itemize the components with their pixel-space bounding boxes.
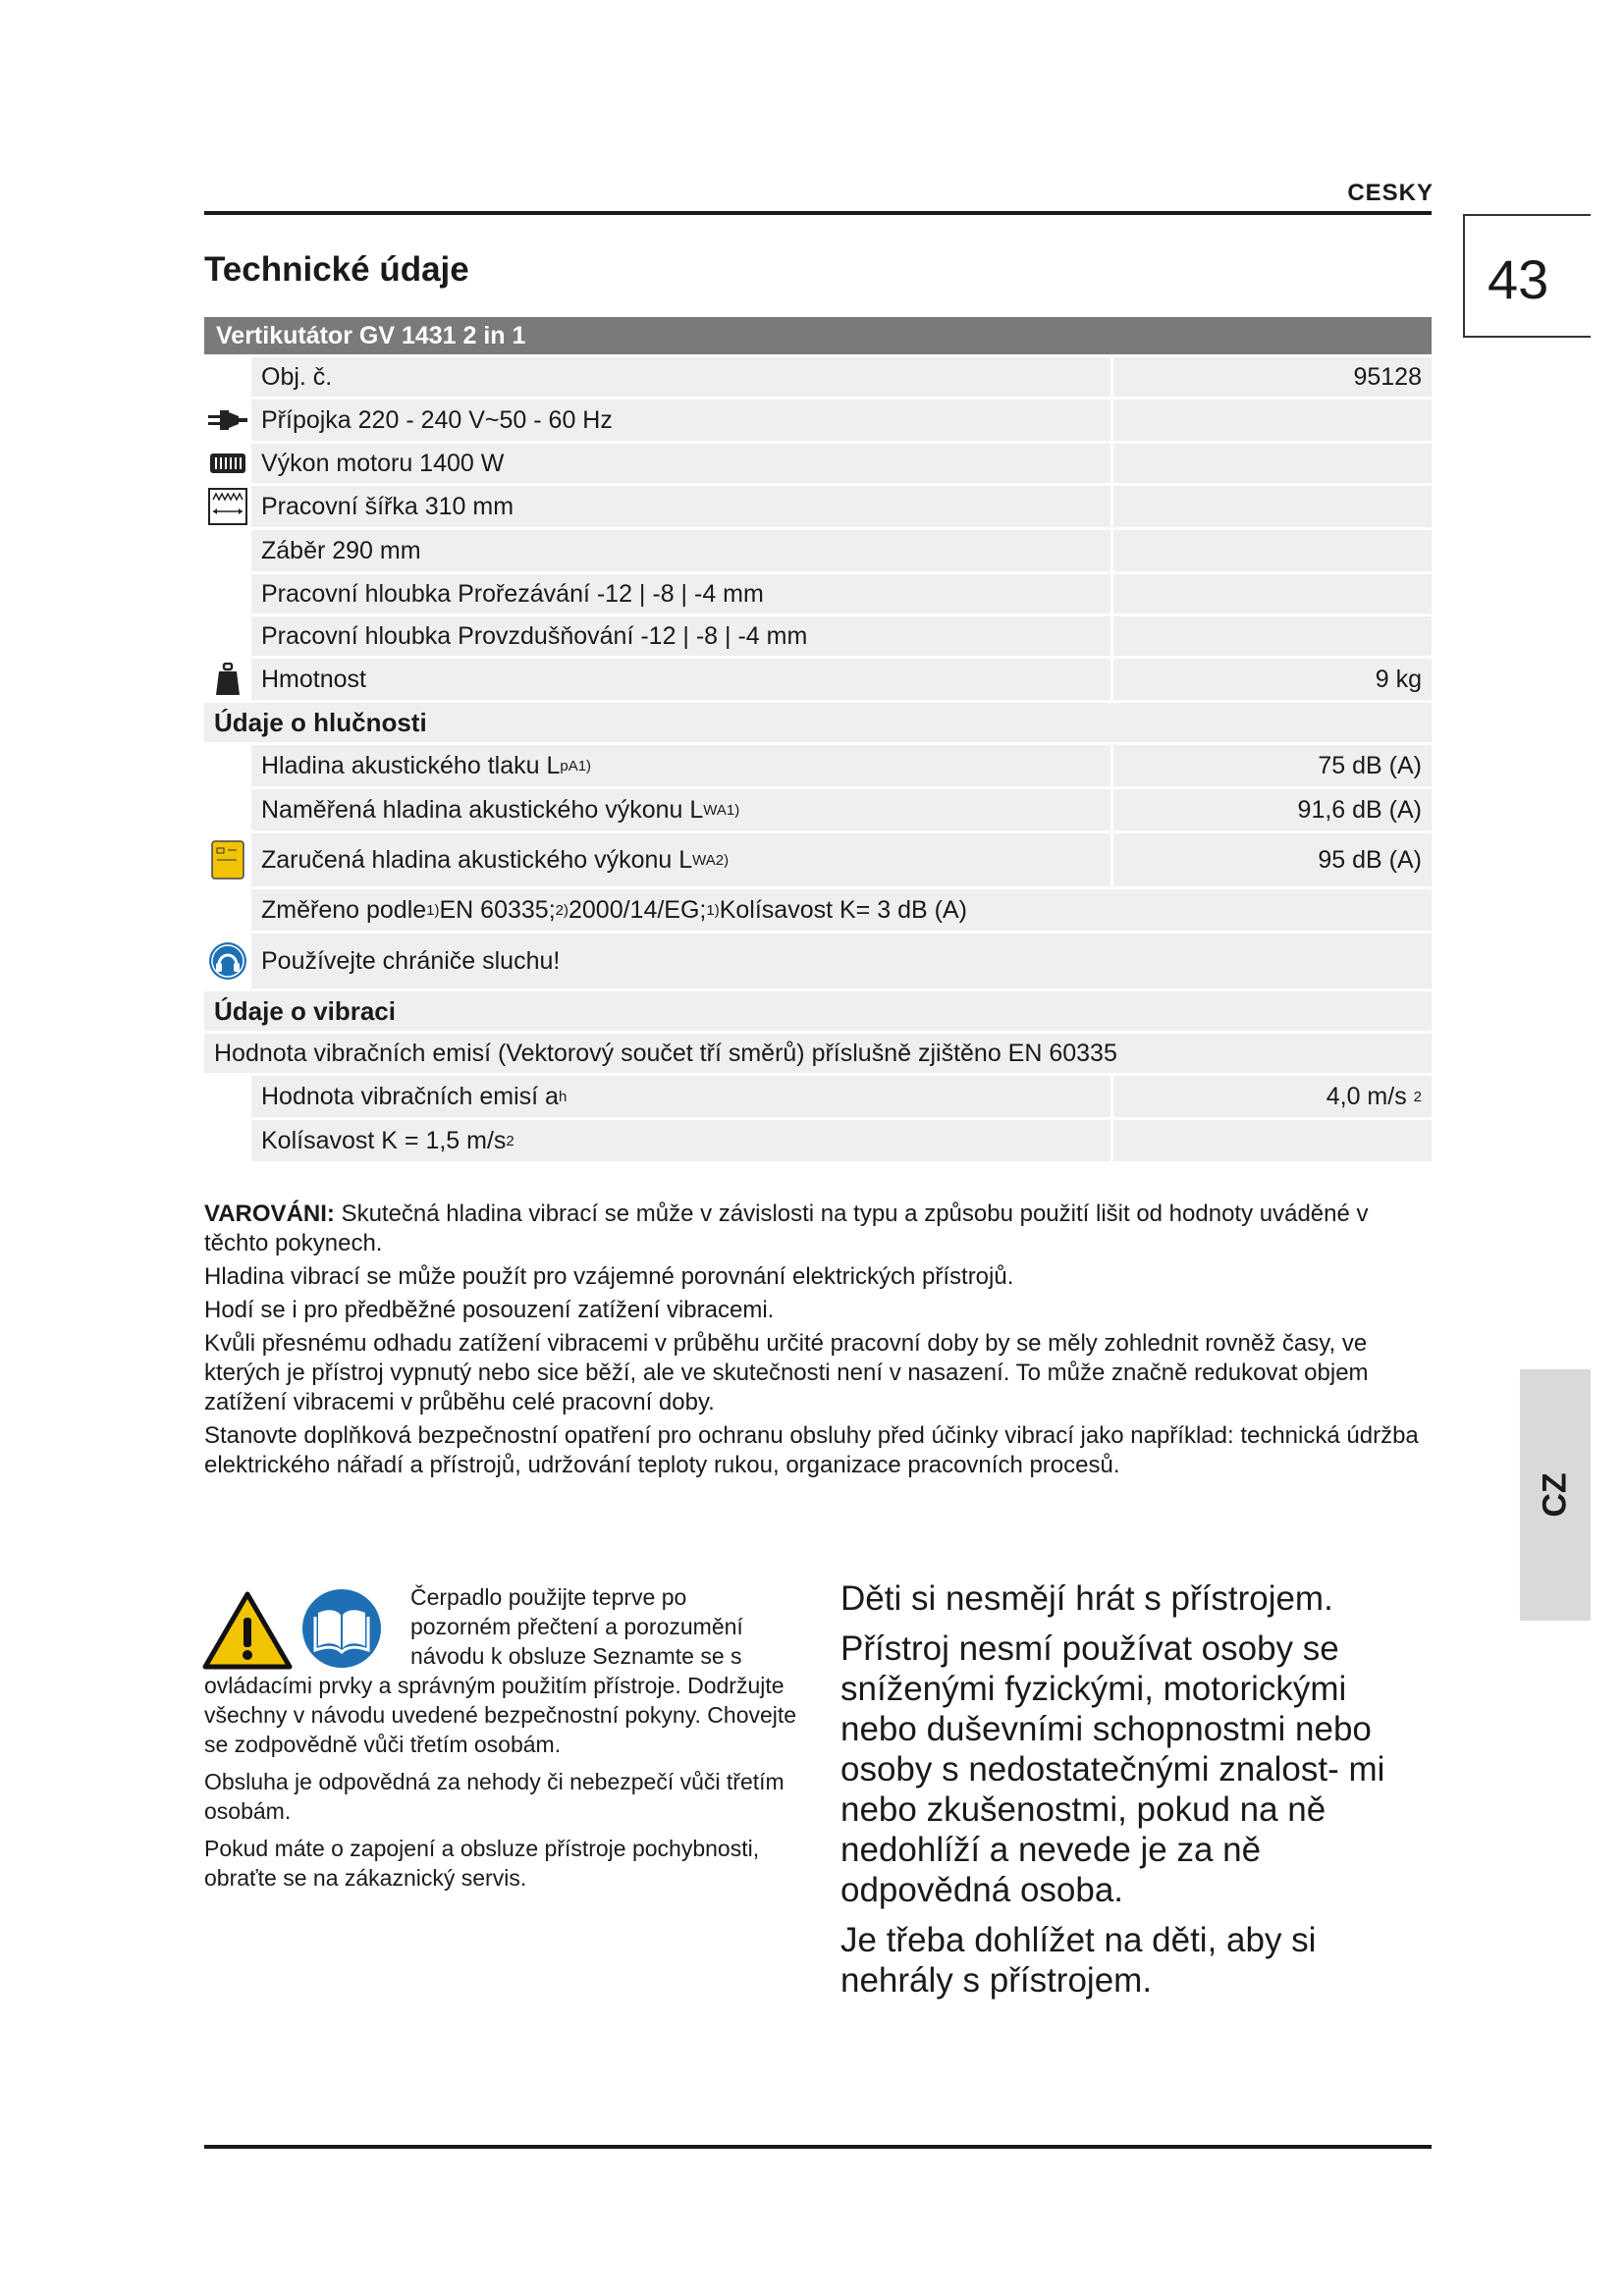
noise-level-icon — [204, 833, 251, 886]
row-value — [1113, 444, 1432, 483]
hearing-protection-icon — [204, 934, 251, 988]
table-header: Vertikutátor GV 1431 2 in 1 — [204, 317, 1432, 354]
row-value — [1113, 574, 1432, 614]
noise-section-row — [204, 703, 1432, 742]
page-number: 43 — [1488, 248, 1549, 310]
row-value — [1113, 486, 1432, 527]
table-row — [204, 934, 1432, 988]
row-label: Hodnota vibračních emisí a h — [251, 1076, 1110, 1117]
table-row — [204, 745, 1432, 786]
weight-icon — [204, 659, 251, 700]
row-value: 95128 — [1113, 357, 1432, 397]
row-label: Hladina akustického tlaku L pA 1) — [251, 745, 1110, 786]
spec-table — [204, 317, 1432, 1161]
row-value: 4,0 m/s 2 — [1113, 1076, 1432, 1117]
table-row — [204, 789, 1432, 830]
table-row — [204, 1076, 1432, 1117]
table-row — [204, 1120, 1432, 1161]
measured-per-note: Změřeno podle 1) EN 60335; 2) 2000/14/EG; 1) Kolísavost K= 3 dB (A) — [251, 889, 1432, 931]
language-tab-label: CZ — [1536, 1472, 1574, 1518]
row-value — [1113, 530, 1432, 571]
row-label: Zaručená hladina akustického výkonu L WA 2) — [251, 833, 1110, 886]
row-label: Naměřená hladina akustického výkonu L WA 1) — [251, 789, 1110, 830]
safety-instructions: Čerpadlo použijte teprve po pozorném přečtení a porozumění návodu k obsluze Seznamte se s ovládacími prvky a správným použitím přístroje. Dodržujte všechny v návodu uvedené bezpečnostní pokyny. Chovejte se zodpovědně vůči třetím osobám. Obsluha je odpovědná za nehody či nebezpečí vůči třetím osobám. Pokud máte o zapojení a obsluze přístroje pochybnosti, obraťte se na zákaznický servis. — [204, 1584, 797, 1891]
row-value — [1113, 400, 1432, 441]
row-label: Záběr 290 mm — [251, 530, 1110, 571]
section-title: Technické údaje — [204, 250, 469, 289]
plug-icon — [204, 400, 251, 441]
language-label: CESKY — [1347, 180, 1434, 206]
vibration-section-row — [204, 991, 1432, 1031]
row-value — [1113, 616, 1432, 656]
table-row — [204, 530, 1432, 571]
motor-icon — [204, 444, 251, 483]
row-label: Výkon motoru 1400 W — [251, 444, 1110, 483]
row-label: Kolísavost K = 1,5 m/s 2 — [251, 1120, 1110, 1161]
row-label: Přípojka 220 - 240 V~50 - 60 Hz — [251, 400, 1110, 441]
table-row — [204, 574, 1432, 614]
bottom-rule — [204, 2145, 1432, 2149]
row-value: 75 dB (A) — [1113, 745, 1432, 786]
row-label: Pracovní hloubka Provzdušňování -12 | -8 | -4 mm — [251, 616, 1110, 656]
row-value: 95 dB (A) — [1113, 833, 1432, 886]
table-row — [204, 833, 1432, 886]
noise-section-title: Údaje o hlučnosti — [204, 703, 1432, 742]
row-label: Hmotnost — [251, 659, 1110, 700]
table-row — [204, 616, 1432, 656]
vibration-warning: VAROVÁNI: Skutečná hladina vibrací se může v závislosti na typu a způsobu použití lišit od hodnoty uváděné v těchto pokynech. Hladina vibrací se může použít pro vzájemné porovnání elektrických přístrojů. Hodí se i pro předběžné posouzení zatížení vibracemi. Kvůli přesnému odhadu zatížení vibracemi v průběhu určité pracovní doby by se měly zohlednit rovněž časy, ve kterých je přístroj vypnutý nebo sice běží, ale ve skutečnosti není v nasazení. To může značně redukovat objem zatížení vibracemi v průběhu celé pracovní doby. Stanovte doplňková bezpečnostní opatření pro ochranu obsluhy před účinky vibrací jako například: technická údržba elektrického nářadí a přístrojů, udržování teploty rukou, organizace pracovních procesů. — [204, 1201, 1419, 1478]
row-label: Obj. č. — [251, 357, 1110, 397]
table-row — [204, 486, 1432, 527]
row-value: 91,6 dB (A) — [1113, 789, 1432, 830]
vibration-section-title: Údaje o vibraci — [204, 991, 1432, 1031]
table-row — [204, 357, 1432, 397]
top-rule — [204, 211, 1432, 215]
table-row — [204, 400, 1432, 441]
table-row — [204, 889, 1432, 931]
vibration-description: Hodnota vibračních emisí (Vektorový součet tří směrů) příslušně zjištěno EN 60335 — [204, 1034, 1432, 1073]
language-tab — [1520, 1369, 1591, 1621]
row-label: Pracovní šířka 310 mm — [251, 486, 1110, 527]
table-row — [204, 444, 1432, 483]
row-label: Pracovní hloubka Prořezávání -12 | -8 | -4 mm — [251, 574, 1110, 614]
row-value: 9 kg — [1113, 659, 1432, 700]
warning-lead: VAROVÁNI: — [204, 1201, 335, 1227]
table-row — [204, 659, 1432, 700]
children-notice: Děti si nesmějí hrát s přístrojem. Přístroj nesmí používat osoby se sníženými fyzickými, motorickými nebo duševními schopnostmi nebo osoby s nedostatečnými znalost- mi nebo zkušenostmi, pokud na ně nedohlíží a nevede je za ně odpovědná osoba. Je třeba dohlížet na děti, aby si nehrály s přístrojem. — [840, 1579, 1385, 2000]
row-value — [1113, 1120, 1432, 1161]
hearing-protection-note: Používejte chrániče sluchu! — [251, 934, 1432, 988]
table-row — [204, 1034, 1432, 1073]
cutting-width-icon — [204, 486, 251, 527]
